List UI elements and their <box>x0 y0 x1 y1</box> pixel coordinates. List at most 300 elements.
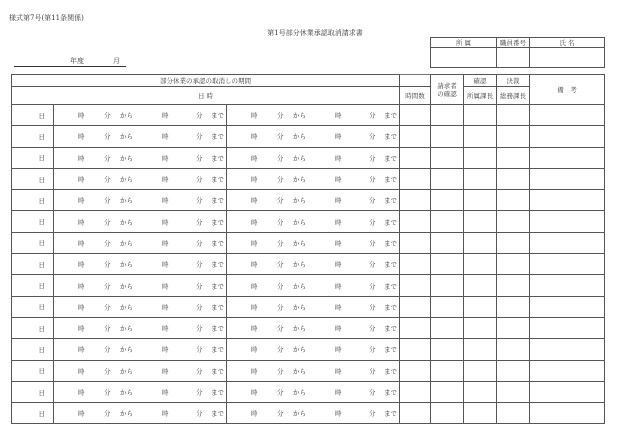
hour-label: 時 <box>162 196 169 205</box>
day-label: 日 <box>38 132 45 141</box>
requester-confirm-cell[interactable] <box>431 254 464 275</box>
section-chief-cell[interactable] <box>464 147 497 168</box>
day-label: 日 <box>38 196 45 205</box>
general-affairs-cell[interactable] <box>497 254 530 275</box>
day-label: 日 <box>38 260 45 269</box>
decision-header: 決裁 <box>497 75 530 87</box>
hour-label: 時 <box>335 282 342 291</box>
end-time-range-cell[interactable] <box>227 168 400 189</box>
hour-label: 時 <box>78 111 85 120</box>
hours-cell[interactable] <box>400 403 431 424</box>
remarks-cell[interactable] <box>530 403 605 424</box>
remarks-cell[interactable] <box>530 254 605 275</box>
minute-label: 分 <box>104 175 111 184</box>
start-time-range-cell[interactable] <box>54 232 227 253</box>
until-label: まで <box>211 132 224 141</box>
minute-label: 分 <box>104 367 111 376</box>
minute-label: 分 <box>104 218 111 227</box>
section-chief-cell[interactable] <box>464 190 497 211</box>
day-label: 日 <box>38 345 45 354</box>
minute-label: 分 <box>196 282 203 291</box>
until-label: まで <box>211 345 224 354</box>
from-label: から <box>120 324 133 333</box>
hour-label: 時 <box>162 345 169 354</box>
day-cell[interactable] <box>12 339 54 360</box>
start-time-range-cell[interactable] <box>54 360 227 381</box>
day-cell[interactable] <box>12 360 54 381</box>
hour-label: 時 <box>335 196 342 205</box>
hour-label: 時 <box>162 111 169 120</box>
section-chief-header: 所属課長 <box>464 87 497 105</box>
start-time-range-cell[interactable] <box>54 254 227 275</box>
remarks-cell[interactable] <box>530 147 605 168</box>
end-time-range-cell[interactable] <box>227 360 400 381</box>
minute-label: 分 <box>196 324 203 333</box>
minute-label: 分 <box>104 260 111 269</box>
until-label: まで <box>384 282 397 291</box>
hour-label: 時 <box>335 388 342 397</box>
remarks-cell[interactable] <box>530 105 605 126</box>
end-time-range-cell[interactable] <box>227 254 400 275</box>
hour-label: 時 <box>78 218 85 227</box>
hours-cell[interactable] <box>400 126 431 147</box>
minute-label: 分 <box>196 175 203 184</box>
until-label: まで <box>384 239 397 248</box>
start-time-range-cell[interactable] <box>54 403 227 424</box>
minute-label: 分 <box>104 345 111 354</box>
day-label: 日 <box>38 388 45 397</box>
minute-label: 分 <box>369 388 376 397</box>
requester-confirm-cell[interactable] <box>431 211 464 232</box>
hour-label: 時 <box>78 367 85 376</box>
minute-label: 分 <box>369 218 376 227</box>
until-label: まで <box>384 154 397 163</box>
minute-label: 分 <box>196 132 203 141</box>
minute-label: 分 <box>277 345 284 354</box>
start-time-range-cell[interactable] <box>54 126 227 147</box>
hours-cell[interactable] <box>400 381 431 402</box>
remarks-cell[interactable] <box>530 339 605 360</box>
hour-label: 時 <box>162 175 169 184</box>
table-row <box>12 211 605 232</box>
remarks-cell[interactable] <box>530 232 605 253</box>
section-chief-cell[interactable] <box>464 360 497 381</box>
hour-label: 時 <box>78 409 85 418</box>
from-label: から <box>293 345 306 354</box>
day-label: 日 <box>38 303 45 312</box>
hour-label: 時 <box>251 260 258 269</box>
hours-cell[interactable] <box>400 190 431 211</box>
minute-label: 分 <box>104 111 111 120</box>
remarks-cell[interactable] <box>530 381 605 402</box>
minute-label: 分 <box>277 388 284 397</box>
minute-label: 分 <box>277 409 284 418</box>
section-chief-cell[interactable] <box>464 403 497 424</box>
remarks-cell[interactable] <box>530 211 605 232</box>
start-time-range-cell[interactable] <box>54 296 227 317</box>
minute-label: 分 <box>196 303 203 312</box>
start-time-range-cell[interactable] <box>54 381 227 402</box>
section-chief-cell[interactable] <box>464 232 497 253</box>
hour-label: 時 <box>251 367 258 376</box>
from-label: から <box>293 367 306 376</box>
until-label: まで <box>211 154 224 163</box>
requester-confirm-cell[interactable] <box>431 360 464 381</box>
minute-label: 分 <box>369 175 376 184</box>
day-cell[interactable] <box>12 317 54 338</box>
section-chief-cell[interactable] <box>464 296 497 317</box>
until-label: まで <box>211 388 224 397</box>
hour-label: 時 <box>78 282 85 291</box>
hour-label: 時 <box>162 367 169 376</box>
start-time-range-cell[interactable] <box>54 147 227 168</box>
hour-label: 時 <box>335 111 342 120</box>
hour-label: 時 <box>335 175 342 184</box>
hour-label: 時 <box>78 260 85 269</box>
end-time-range-cell[interactable] <box>227 339 400 360</box>
general-affairs-cell[interactable] <box>497 360 530 381</box>
day-cell[interactable] <box>12 126 54 147</box>
employee-number-header: 職員番号 <box>497 38 530 48</box>
from-label: から <box>293 218 306 227</box>
table-row <box>12 296 605 317</box>
hour-label: 時 <box>162 303 169 312</box>
table-row <box>12 105 605 126</box>
section-chief-cell[interactable] <box>464 275 497 296</box>
from-label: から <box>120 196 133 205</box>
section-chief-cell[interactable] <box>464 317 497 338</box>
until-label: まで <box>211 409 224 418</box>
minute-label: 分 <box>104 324 111 333</box>
section-chief-cell[interactable] <box>464 211 497 232</box>
section-chief-cell[interactable] <box>464 381 497 402</box>
start-time-range-cell[interactable] <box>54 317 227 338</box>
general-affairs-cell[interactable] <box>497 403 530 424</box>
until-label: まで <box>384 132 397 141</box>
from-label: から <box>293 239 306 248</box>
requester-header-line1: 請求者 <box>437 81 457 90</box>
table-row <box>12 232 605 253</box>
hour-label: 時 <box>78 175 85 184</box>
from-label: から <box>120 218 133 227</box>
minute-label: 分 <box>196 388 203 397</box>
hours-cell[interactable] <box>400 296 431 317</box>
hour-label: 時 <box>251 132 258 141</box>
hour-label: 時 <box>251 218 258 227</box>
table-row <box>12 360 605 381</box>
requester-confirm-cell[interactable] <box>431 168 464 189</box>
from-label: から <box>293 282 306 291</box>
day-label: 日 <box>38 282 45 291</box>
from-label: から <box>120 239 133 248</box>
until-label: まで <box>384 367 397 376</box>
until-label: まで <box>211 260 224 269</box>
hour-label: 時 <box>335 324 342 333</box>
minute-label: 分 <box>196 111 203 120</box>
day-label: 日 <box>38 367 45 376</box>
cancellation-period-table <box>11 74 605 424</box>
hour-label: 時 <box>251 175 258 184</box>
day-cell[interactable] <box>12 105 54 126</box>
start-time-range-cell[interactable] <box>54 339 227 360</box>
start-time-range-cell[interactable] <box>54 190 227 211</box>
from-label: から <box>120 388 133 397</box>
table-row <box>12 254 605 275</box>
until-label: まで <box>384 303 397 312</box>
hours-cell[interactable] <box>400 360 431 381</box>
table-row <box>12 168 605 189</box>
requester-confirm-cell[interactable] <box>431 317 464 338</box>
remarks-cell[interactable] <box>530 190 605 211</box>
end-time-range-cell[interactable] <box>227 275 400 296</box>
hour-label: 時 <box>162 132 169 141</box>
hour-label: 時 <box>335 218 342 227</box>
from-label: から <box>293 388 306 397</box>
table-row <box>12 317 605 338</box>
until-label: まで <box>211 324 224 333</box>
hour-label: 時 <box>335 303 342 312</box>
end-time-range-cell[interactable] <box>227 105 400 126</box>
hour-label: 時 <box>162 409 169 418</box>
minute-label: 分 <box>369 154 376 163</box>
general-affairs-cell[interactable] <box>497 190 530 211</box>
day-label: 日 <box>38 239 45 248</box>
minute-label: 分 <box>104 196 111 205</box>
general-affairs-cell[interactable] <box>497 339 530 360</box>
day-cell[interactable] <box>12 403 54 424</box>
hour-label: 時 <box>162 282 169 291</box>
remarks-cell[interactable] <box>530 168 605 189</box>
form-id: 様式第7号(第11条関係) <box>9 14 84 22</box>
hours-cell[interactable] <box>400 105 431 126</box>
from-label: から <box>293 154 306 163</box>
day-cell[interactable] <box>12 275 54 296</box>
from-label: から <box>293 196 306 205</box>
from-label: から <box>293 324 306 333</box>
end-time-range-cell[interactable] <box>227 403 400 424</box>
until-label: まで <box>211 282 224 291</box>
hour-label: 時 <box>78 196 85 205</box>
hours-cell[interactable] <box>400 339 431 360</box>
minute-label: 分 <box>369 132 376 141</box>
minute-label: 分 <box>277 303 284 312</box>
general-affairs-cell[interactable] <box>497 147 530 168</box>
requester-confirm-cell[interactable] <box>431 275 464 296</box>
hours-cell[interactable] <box>400 211 431 232</box>
end-time-range-cell[interactable] <box>227 296 400 317</box>
remarks-cell[interactable] <box>530 317 605 338</box>
day-cell[interactable] <box>12 254 54 275</box>
minute-label: 分 <box>104 409 111 418</box>
day-cell[interactable] <box>12 381 54 402</box>
general-affairs-cell[interactable] <box>497 211 530 232</box>
remarks-cell[interactable] <box>530 296 605 317</box>
general-affairs-cell[interactable] <box>497 126 530 147</box>
section-chief-cell[interactable] <box>464 254 497 275</box>
hour-label: 時 <box>78 132 85 141</box>
general-affairs-cell[interactable] <box>497 275 530 296</box>
section-chief-cell[interactable] <box>464 168 497 189</box>
day-label: 日 <box>38 409 45 418</box>
day-cell[interactable] <box>12 168 54 189</box>
day-cell[interactable] <box>12 232 54 253</box>
minute-label: 分 <box>369 409 376 418</box>
requester-confirm-cell[interactable] <box>431 403 464 424</box>
requester-confirm-header <box>431 75 464 105</box>
start-time-range-cell[interactable] <box>54 275 227 296</box>
hour-label: 時 <box>78 303 85 312</box>
hour-label: 時 <box>251 388 258 397</box>
fiscal-year-line[interactable] <box>14 56 126 67</box>
minute-label: 分 <box>196 260 203 269</box>
requester-confirm-cell[interactable] <box>431 381 464 402</box>
minute-label: 分 <box>104 282 111 291</box>
minute-label: 分 <box>369 367 376 376</box>
from-label: から <box>120 175 133 184</box>
day-cell[interactable] <box>12 296 54 317</box>
hour-label: 時 <box>251 196 258 205</box>
hours-cell[interactable] <box>400 275 431 296</box>
start-time-range-cell[interactable] <box>54 168 227 189</box>
hour-label: 時 <box>251 409 258 418</box>
minute-label: 分 <box>369 282 376 291</box>
end-time-range-cell[interactable] <box>227 211 400 232</box>
requester-confirm-cell[interactable] <box>431 105 464 126</box>
hours-cell[interactable] <box>400 147 431 168</box>
table-row <box>12 381 605 402</box>
until-label: まで <box>384 388 397 397</box>
hour-label: 時 <box>251 303 258 312</box>
hours-cell[interactable] <box>400 254 431 275</box>
hour-label: 時 <box>335 367 342 376</box>
until-label: まで <box>211 196 224 205</box>
day-label: 日 <box>38 218 45 227</box>
period-header: 部分休業の承認の取消しの期間 <box>12 75 400 87</box>
remarks-cell[interactable] <box>530 360 605 381</box>
hour-label: 時 <box>335 154 342 163</box>
minute-label: 分 <box>104 154 111 163</box>
from-label: から <box>120 282 133 291</box>
general-affairs-cell[interactable] <box>497 105 530 126</box>
minute-label: 分 <box>369 111 376 120</box>
requester-header-line2: の確認 <box>437 89 457 98</box>
start-time-range-cell[interactable] <box>54 211 227 232</box>
from-label: から <box>293 303 306 312</box>
hours-cell[interactable] <box>400 232 431 253</box>
minute-label: 分 <box>277 154 284 163</box>
end-time-range-cell[interactable] <box>227 317 400 338</box>
until-label: まで <box>384 324 397 333</box>
start-time-range-cell[interactable] <box>54 105 227 126</box>
section-chief-cell[interactable] <box>464 126 497 147</box>
minute-label: 分 <box>277 367 284 376</box>
table-row <box>12 190 605 211</box>
from-label: から <box>120 111 133 120</box>
hour-label: 時 <box>251 324 258 333</box>
minute-label: 分 <box>369 239 376 248</box>
hour-label: 時 <box>251 154 258 163</box>
minute-label: 分 <box>277 175 284 184</box>
from-label: から <box>120 367 133 376</box>
hours-cell[interactable] <box>400 317 431 338</box>
hour-label: 時 <box>78 239 85 248</box>
until-label: まで <box>384 260 397 269</box>
section-chief-cell[interactable] <box>464 105 497 126</box>
table-row <box>12 339 605 360</box>
requester-confirm-cell[interactable] <box>431 147 464 168</box>
end-time-range-cell[interactable] <box>227 126 400 147</box>
employee-number-field[interactable] <box>497 48 530 68</box>
from-label: から <box>293 132 306 141</box>
hour-label: 時 <box>251 111 258 120</box>
employee-info-table <box>430 37 605 68</box>
hour-label: 時 <box>335 132 342 141</box>
hours-header-spacer <box>400 75 431 87</box>
until-label: まで <box>211 303 224 312</box>
until-label: まで <box>384 175 397 184</box>
until-label: まで <box>211 239 224 248</box>
requester-confirm-cell[interactable] <box>431 339 464 360</box>
fiscal-year-label: 年度 <box>70 57 84 65</box>
name-field[interactable] <box>530 48 605 68</box>
requester-confirm-cell[interactable] <box>431 190 464 211</box>
until-label: まで <box>384 111 397 120</box>
section-chief-cell[interactable] <box>464 339 497 360</box>
until-label: まで <box>211 175 224 184</box>
day-cell[interactable] <box>12 190 54 211</box>
remarks-cell[interactable] <box>530 275 605 296</box>
minute-label: 分 <box>369 303 376 312</box>
minute-label: 分 <box>277 260 284 269</box>
end-time-range-cell[interactable] <box>227 381 400 402</box>
minute-label: 分 <box>277 111 284 120</box>
hour-label: 時 <box>335 239 342 248</box>
requester-confirm-cell[interactable] <box>431 232 464 253</box>
name-header: 氏 名 <box>530 38 605 48</box>
day-cell[interactable] <box>12 211 54 232</box>
table-row <box>12 147 605 168</box>
hours-cell[interactable] <box>400 168 431 189</box>
from-label: から <box>293 409 306 418</box>
minute-label: 分 <box>369 324 376 333</box>
end-time-range-cell[interactable] <box>227 147 400 168</box>
until-label: まで <box>211 367 224 376</box>
remarks-cell[interactable] <box>530 126 605 147</box>
day-cell[interactable] <box>12 147 54 168</box>
until-label: まで <box>211 111 224 120</box>
minute-label: 分 <box>196 196 203 205</box>
general-affairs-cell[interactable] <box>497 381 530 402</box>
general-affairs-cell[interactable] <box>497 317 530 338</box>
minute-label: 分 <box>277 239 284 248</box>
minute-label: 分 <box>196 218 203 227</box>
general-affairs-cell[interactable] <box>497 296 530 317</box>
affiliation-field[interactable] <box>431 48 497 68</box>
until-label: まで <box>384 196 397 205</box>
until-label: まで <box>384 345 397 354</box>
from-label: から <box>120 132 133 141</box>
general-affairs-cell[interactable] <box>497 168 530 189</box>
requester-confirm-cell[interactable] <box>431 126 464 147</box>
hour-label: 時 <box>78 154 85 163</box>
requester-confirm-cell[interactable] <box>431 296 464 317</box>
table-row <box>12 403 605 424</box>
minute-label: 分 <box>369 196 376 205</box>
minute-label: 分 <box>277 132 284 141</box>
general-affairs-cell[interactable] <box>497 232 530 253</box>
end-time-range-cell[interactable] <box>227 190 400 211</box>
end-time-range-cell[interactable] <box>227 232 400 253</box>
